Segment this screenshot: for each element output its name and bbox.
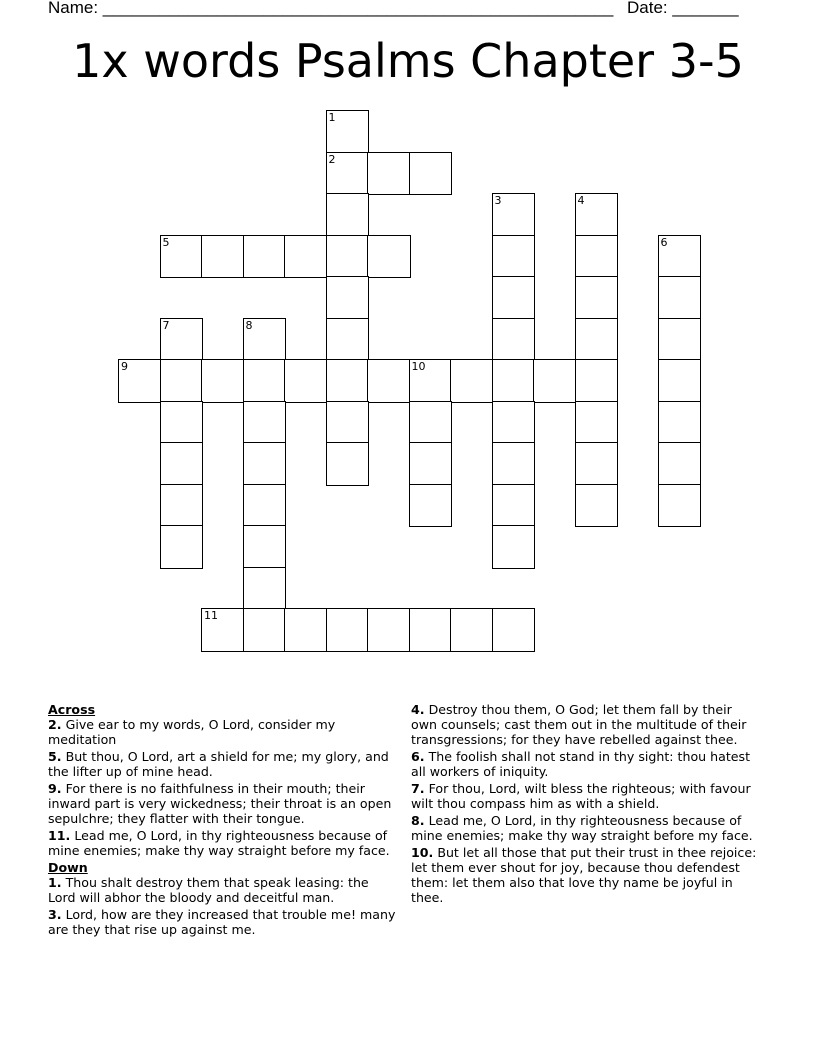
grid-cell[interactable] [492, 318, 536, 362]
grid-cell[interactable] [575, 401, 619, 445]
grid-cell[interactable] [409, 359, 453, 403]
grid-cell[interactable] [326, 359, 370, 403]
clue-item-number: 9. [48, 781, 62, 796]
grid-cell[interactable] [492, 608, 536, 652]
clue-item-text: Lead me, O Lord, in thy righteousness because of mine enemies; make thy way straight before my face. [411, 813, 753, 843]
clue-item-text: Destroy thou them, O God; let them fall by their own counsels; cast them out in the multitude of their transgressions; for they have rebelled against thee. [411, 702, 747, 747]
grid-cell[interactable] [160, 318, 204, 362]
grid-cell[interactable] [284, 608, 328, 652]
grid-cell[interactable] [367, 359, 411, 403]
grid-cell[interactable] [326, 276, 370, 320]
clue-number: 6 [660, 235, 668, 249]
clue-number: 2 [328, 152, 336, 166]
grid-cell[interactable] [409, 484, 453, 528]
clue-item [411, 749, 759, 779]
grid-cell[interactable] [160, 359, 204, 403]
clue-number: 5 [162, 235, 170, 249]
clue-item-number: 11. [48, 828, 71, 843]
name-field-line: Name: ______________________________________________________ [48, 0, 614, 17]
clue-number: 1 [328, 111, 336, 124]
clue-item [48, 875, 396, 905]
clue-item-text: The foolish shall not stand in thy sight: thou hatest all workers of iniquity. [411, 749, 751, 779]
grid-cell[interactable] [243, 484, 287, 528]
clue-item-text: For there is no faithfulness in their mouth; their inward part is very wickedness; their throat is an open sepulchre; they flatter with their tongue. [48, 781, 392, 826]
clue-item-number: 1. [48, 875, 62, 890]
grid-cell[interactable] [201, 608, 245, 652]
grid-cell[interactable] [243, 359, 287, 403]
grid-cell[interactable] [284, 359, 328, 403]
grid-cell[interactable] [243, 567, 287, 611]
clue-number: 3 [494, 194, 502, 207]
grid-cell[interactable] [658, 235, 702, 279]
grid-cell[interactable] [160, 484, 204, 528]
grid-cell[interactable] [326, 442, 370, 486]
grid-cell[interactable] [450, 608, 494, 652]
grid-cell[interactable] [326, 235, 370, 279]
clue-number: 10 [411, 360, 426, 373]
grid-cell[interactable] [658, 484, 702, 528]
grid-cell[interactable] [409, 608, 453, 652]
grid-cell[interactable] [575, 359, 619, 403]
grid-cell[interactable] [492, 442, 536, 486]
grid-cell[interactable] [658, 318, 702, 362]
grid-cell[interactable] [243, 318, 287, 362]
grid-cell[interactable] [409, 152, 453, 196]
grid-cell[interactable] [326, 110, 370, 154]
clue-number: 7 [162, 318, 170, 332]
grid-cell[interactable] [575, 442, 619, 486]
clue-item-number: 10. [411, 845, 434, 860]
clue-item-number: 3. [48, 907, 62, 922]
grid-cell[interactable] [492, 276, 536, 320]
clue-item-text: For thou, Lord, wilt bless the righteous; with favour wilt thou compass him as with a shield. [411, 781, 751, 811]
clue-item [411, 702, 759, 747]
clue-item-number: 2. [48, 717, 62, 732]
clue-item [48, 717, 396, 747]
clue-item-number: 7. [411, 781, 425, 796]
grid-cell[interactable] [492, 401, 536, 445]
grid-cell[interactable] [201, 359, 245, 403]
across-heading: Across [48, 702, 96, 717]
clue-number: 11 [204, 609, 218, 622]
clue-item [48, 781, 396, 826]
clue-number: 8 [245, 318, 253, 332]
clue-item-number: 4. [411, 702, 425, 717]
date-field-line: Date: _______ [627, 0, 739, 17]
down-clue-list-part2 [411, 702, 759, 905]
clues-left-column [48, 702, 396, 939]
grid-cell[interactable] [533, 359, 577, 403]
grid-cell[interactable] [367, 608, 411, 652]
grid-cell[interactable] [575, 193, 619, 237]
clue-item-text: But thou, O Lord, art a shield for me; my glory, and the lifter up of mine head. [48, 749, 389, 779]
grid-cell[interactable] [492, 525, 536, 569]
grid-cell[interactable] [284, 235, 328, 279]
grid-cell[interactable] [409, 401, 453, 445]
grid-cell[interactable] [492, 193, 536, 237]
page-title: 1x words Psalms Chapter 3-5 [72, 34, 744, 88]
grid-cell[interactable] [575, 276, 619, 320]
clue-item-number: 6. [411, 749, 425, 764]
grid-cell[interactable] [326, 401, 370, 445]
clue-item [48, 828, 396, 858]
grid-cell[interactable] [658, 359, 702, 403]
grid-cell[interactable] [450, 359, 494, 403]
clue-item-text: Thou shalt destroy them that speak leasing: the Lord will abhor the bloody and deceitful man. [48, 875, 369, 905]
grid-cell[interactable] [367, 235, 411, 279]
grid-cell[interactable] [160, 525, 204, 569]
clue-number: 4 [577, 194, 585, 207]
grid-cell[interactable] [575, 484, 619, 528]
across-clue-list [48, 717, 396, 858]
grid-cell[interactable] [492, 484, 536, 528]
grid-cell[interactable] [658, 401, 702, 445]
grid-cell[interactable] [243, 235, 287, 279]
grid-cell[interactable] [326, 193, 370, 237]
grid-cell[interactable] [326, 608, 370, 652]
clue-item-text: But let all those that put their trust in thee rejoice: let them ever shout for joy, because thou defendest them: let them also that love thy name be joyful in thee. [411, 845, 757, 905]
clue-item-text: Lead me, O Lord, in thy righteousness because of mine enemies; make thy way straight before my face. [48, 828, 390, 858]
grid-cell[interactable] [575, 235, 619, 279]
grid-cell[interactable] [243, 442, 287, 486]
grid-cell[interactable] [118, 359, 162, 403]
grid-cell[interactable] [492, 235, 536, 279]
clue-item-number: 5. [48, 749, 62, 764]
clue-item-text: Lord, how are they increased that trouble me! many are they that rise up against me. [48, 907, 396, 937]
grid-cell[interactable] [367, 152, 411, 196]
grid-cell[interactable] [326, 318, 370, 362]
grid-cell[interactable] [492, 359, 536, 403]
down-heading: Down [48, 860, 88, 875]
clue-item [48, 749, 396, 779]
grid-cell[interactable] [243, 401, 287, 445]
clue-item [48, 907, 396, 937]
clue-number: 9 [121, 360, 128, 373]
down-clue-list-part1 [48, 875, 396, 937]
grid-cell[interactable] [326, 152, 370, 196]
grid-cell[interactable] [201, 235, 245, 279]
grid-cell[interactable] [243, 608, 287, 652]
clues-right-column [411, 702, 759, 907]
grid-cell[interactable] [160, 235, 204, 279]
clue-item [411, 781, 759, 811]
grid-cell[interactable] [658, 442, 702, 486]
grid-cell[interactable] [409, 442, 453, 486]
grid-cell[interactable] [160, 401, 204, 445]
clue-item-number: 8. [411, 813, 425, 828]
grid-cell[interactable] [160, 442, 204, 486]
grid-cell[interactable] [575, 318, 619, 362]
grid-cell[interactable] [658, 276, 702, 320]
clue-item [411, 845, 759, 905]
clue-item-text: Give ear to my words, O Lord, consider my meditation [48, 717, 336, 747]
clue-item [411, 813, 759, 843]
grid-cell[interactable] [243, 525, 287, 569]
